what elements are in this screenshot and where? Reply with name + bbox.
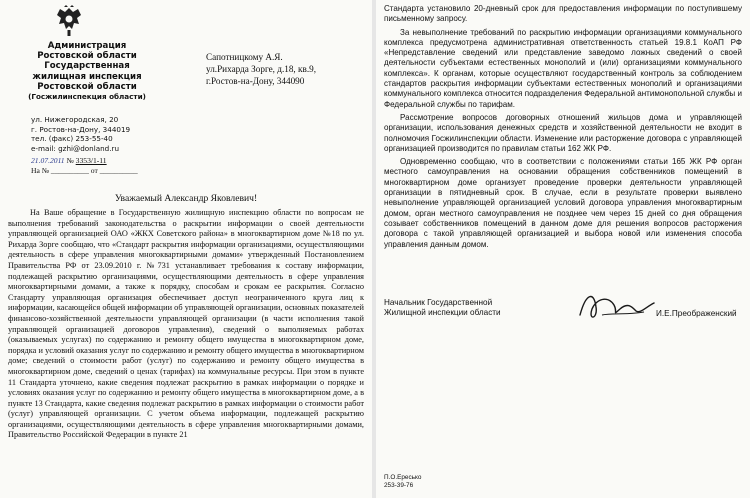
reference-from: от <box>90 165 98 175</box>
address-line: ул. Нижегородская, 20 <box>31 115 119 124</box>
salutation: Уважаемый Александр Яковлевич! <box>114 193 258 204</box>
body-paragraph <box>384 28 742 110</box>
executor-info <box>384 474 421 490</box>
signatory-name: И.Е.Преображенский <box>656 309 737 318</box>
paragraph-text: Одновременно сообщаю, что в соответствии с положениями статьи 165 ЖК РФ орган местного самоуправления на основании обращения собственников помещений в многоквартирном доме организует проведение проверки деятельности управляющей организации в пятидневный срок. В случае, если в результате проверки выявлено невыполнение управляющей организацией условий договора управления многоквартирным домом, орган местного самоуправления не позднее чем через 15 дней со дня обращения созывает собственников помещений в данном доме для решения вопросов расторжения договора с такой управляющей организацией и выбора новой или изменения способа управления данным домом. <box>384 157 742 249</box>
body-paragraph: На Ваше обращение в Государственную жилищную инспекцию области по вопросам не выполнения требований законодательства о раскрытии информации о своей деятельности управляющей организацией ОАО «ЖКХ Советского района» в многоквартирном доме №18 по ул. Рихарда Зорге сообщаю, что «Стандарт раскрытия информации организациями, осуществляющими деятельность в сфере управления многоквартирными домами» утвержденный Постановлением Правительства РФ от 23.09.2010 г. №731 устанавливает требования к составу информации, подлежащей раскрытию организациями, осуществляющими деятельность в сфере управления многоквартирными домами, а также к порядку, способам и срокам ее раскрытия. Согласно Стандарту управляющая организация обеспечивает доступ неограниченного круга лиц к информации, касающейся общей информации об управляющей организации, основных показателей финансово-хозяйственной деятельности управляющей организации (в части исполнения такой управляющей организацией договоров управления), сведений о выполняемых работах (оказываемых услугах) по содержанию и ремонту общего имущества в многоквартирном доме, порядка и условий оказания услуг по содержанию и ремонту общего имущества в многоквартирном доме; сведений о стоимости работ (услуг) по содержанию и ремонту общего имущества в многоквартирном доме, сведений о ценах (тарифах) на коммунальные ресурсы. При этом в пункте 11 Стандарта уточнено, какие сведения подлежат раскрытию в рамках информации о порядке и условиях оказания услуг по содержанию и ремонту общего имущества в многоквартирном доме, а в пункте 13 Стандарта, какие сведения подлежат раскрытию в рамках информации о стоимости работ (услуг) управляющей организации. С учетом объема информации, подлежащей раскрытию организациями, осуществляющими деятельность в сфере управления многоквартирными домами, Правительство Российской Федерации в пункте 21 <box>8 208 364 440</box>
recipient-block <box>206 51 316 87</box>
issuer-address <box>31 115 130 153</box>
body-paragraph <box>384 157 742 250</box>
executor-phone: 253-39-76 <box>384 482 414 489</box>
registration-number: 3353/1-11 <box>75 156 107 165</box>
body-paragraph <box>384 113 742 154</box>
letter-page-2 <box>376 0 750 498</box>
paragraph-text: Стандарта установило 20-дневный срок для предоставления информации по поступившему письменному запросу. <box>384 4 742 24</box>
org-short-name: (Госжилинспекция области) <box>28 92 146 102</box>
address-line: e-mail: gzhi@donland.ru <box>31 143 120 153</box>
org-line: Государственная <box>44 61 130 72</box>
handwritten-signature <box>574 285 660 329</box>
coat-of-arms-emblem <box>52 4 86 38</box>
position-line: Начальник Государственной <box>384 298 493 307</box>
body-paragraph <box>384 4 742 25</box>
paragraph-text: Рассмотрение вопросов договорных отношений жильцов дома и управляющей организации, использования денежных средств и хозяйственной деятельности не входит в полномочия Госжилинспекции области. Изменение или расторжение договора с управляющей организацией производится по правилам статьи 162 ЖК РФ. <box>384 112 742 153</box>
letter-body-left <box>8 208 364 441</box>
address-line: г. Ростов-на-Дону, 344019 <box>31 124 131 134</box>
signatory-position <box>384 298 501 319</box>
reg-number-label: № <box>66 156 74 165</box>
org-line: жилищная инспекция <box>32 71 142 82</box>
org-line: Ростовской области <box>37 81 137 92</box>
paragraph-text: За невыполнение требований по раскрытию информации организациями коммунального комплекса предусмотрена административная ответственность статьей 19.8.1 КоАП РФ «Непредставление сведений или представление заведомо ложных сведений о своей деятельности субъектами естественных монополий и (или) организациями коммунального комплекса». К органам, которые осуществляют государственный контроль за соблюдением стандартов раскрытия информации субъектами естественных монополий и организациями коммунального комплекса относится подразделения Федеральной антимонопольной службы и Федеральной службы по тарифам. <box>384 27 742 109</box>
org-line: Ростовской области <box>37 51 137 62</box>
letter-body-right <box>384 4 742 253</box>
recipient-line: ул.Рихарда Зорге, д.18, кв.9, <box>206 64 317 74</box>
position-line: Жилищной инспекции области <box>384 308 501 318</box>
address-line: тел. (факс) 253-55-40 <box>31 134 113 144</box>
org-line: Администрация <box>47 41 127 51</box>
reference-prefix: На № <box>31 165 49 175</box>
letter-page-1 <box>0 0 372 498</box>
executor-name: П.О.Ересько <box>384 474 422 481</box>
recipient-line: Сапотницкому А.Я. <box>206 52 283 62</box>
issuer-organization <box>22 41 152 102</box>
recipient-line: г.Ростов-на-Дону, 344090 <box>206 76 305 86</box>
registration-date: 21.07.2011 <box>31 156 65 165</box>
registration-line: 21.07.2011 № 3353/1-11 На № __________ от __________ <box>31 156 138 175</box>
